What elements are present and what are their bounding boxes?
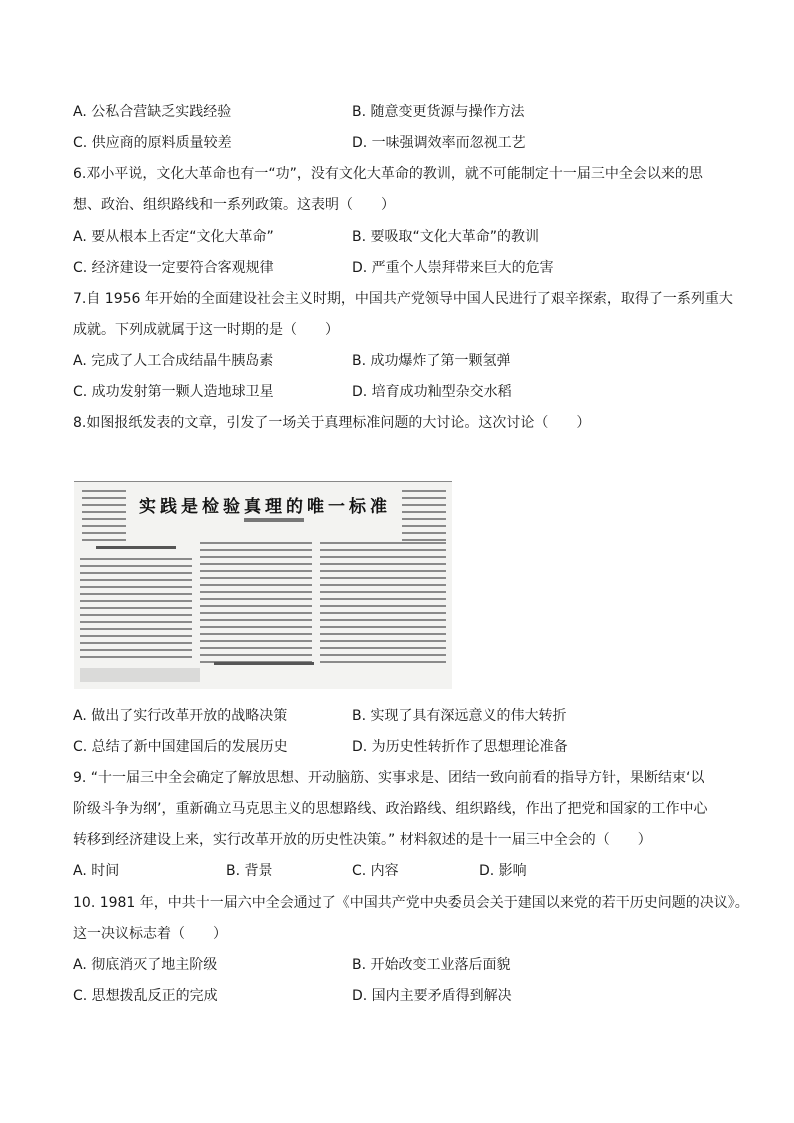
newspaper-byline-mark (244, 518, 304, 522)
q9-stem-line-1: 9. “十一届三中全会确定了解放思想、开动脑筋、实事求是、团结一致向前看的指导方针，果断结束‘以 (73, 770, 705, 786)
q9-option-a: A. 时间 (73, 863, 120, 879)
q9-option-c: C. 内容 (352, 863, 399, 879)
newspaper-body-column-1 (80, 558, 192, 663)
q5-option-a: A. 公私合营缺乏实践经验 (73, 104, 232, 120)
q10-option-b: B. 开始改变工业落后面貌 (352, 957, 511, 973)
newspaper-image (74, 481, 452, 689)
q9-stem-line-2: 阶级斗争为纲’，重新确立马克思主义的思想路线、政治路线、组织路线，作出了把党和国家的工作中心 (73, 801, 708, 817)
q9-option-d: D. 影响 (479, 863, 527, 879)
q10-option-a: A. 彻底消灭了地主阶级 (73, 957, 218, 973)
newspaper-left-column (82, 490, 126, 546)
q10-option-c: C. 思想拨乱反正的完成 (73, 988, 218, 1004)
q6-option-a: A. 要从根本上否定“文化大革命” (73, 229, 274, 245)
newspaper-body-column-3 (320, 542, 446, 668)
newspaper-right-column (402, 490, 446, 546)
q10-option-d: D. 国内主要矛盾得到解决 (352, 988, 512, 1004)
q7-stem-line-2: 成就。下列成就属于这一时期的是（ ） (73, 322, 339, 338)
q7-option-b: B. 成功爆炸了第一颗氢弹 (352, 353, 511, 369)
q8-stem: 8.如图报纸发表的文章，引发了一场关于真理标准问题的大讨论。这次讨论（ ） (73, 415, 591, 431)
newspaper-subheading-mark (96, 546, 176, 549)
q7-option-c: C. 成功发射第一颗人造地球卫星 (73, 384, 274, 400)
newspaper-subheading-mark-2 (214, 662, 314, 665)
newspaper-smudge (80, 668, 200, 682)
newspaper-headline: 实践是检验真理的唯一标准 (139, 497, 391, 517)
q7-stem-line-1: 7.自 1956 年开始的全面建设社会主义时期，中国共产党领导中国人民进行了艰辛探索，取得了一系列重大 (73, 291, 733, 307)
q9-option-b: B. 背景 (226, 863, 273, 879)
q8-option-a: A. 做出了实行改革开放的战略决策 (73, 708, 288, 724)
q6-stem-line-2: 想、政治、组织路线和一系列政策。这表明（ ） (73, 197, 395, 213)
q8-option-c: C. 总结了新中国建国后的发展历史 (73, 739, 288, 755)
newspaper-body-column-2 (200, 542, 312, 668)
q6-option-c: C. 经济建设一定要符合客观规律 (73, 260, 274, 276)
q9-stem-line-3: 转移到经济建设上来，实行改革开放的历史性决策。” 材料叙述的是十一届三中全会的（ ） (73, 832, 652, 848)
q6-stem-line-1: 6.邓小平说，文化大革命也有一“功”，没有文化大革命的教训，就不可能制定十一届三中全会以来的思 (73, 166, 703, 182)
q7-option-a: A. 完成了人工合成结晶牛胰岛素 (73, 353, 274, 369)
q5-option-d: D. 一味强调效率而忽视工艺 (352, 135, 526, 151)
q5-option-c: C. 供应商的原料质量较差 (73, 135, 232, 151)
q6-option-d: D. 严重个人崇拜带来巨大的危害 (352, 260, 554, 276)
q8-option-d: D. 为历史性转折作了思想理论准备 (352, 739, 568, 755)
q8-option-b: B. 实现了具有深远意义的伟大转折 (352, 708, 567, 724)
q6-option-b: B. 要吸取“文化大革命”的教训 (352, 229, 540, 245)
q10-stem-line-1: 10. 1981 年，中共十一届六中全会通过了《中国共产党中央委员会关于建国以来党的若干历史问题的决议》。 (73, 895, 749, 911)
q10-stem-line-2: 这一决议标志着（ ） (73, 926, 227, 942)
q7-option-d: D. 培育成功籼型杂交水稻 (352, 384, 512, 400)
q5-option-b: B. 随意变更货源与操作方法 (352, 104, 525, 120)
